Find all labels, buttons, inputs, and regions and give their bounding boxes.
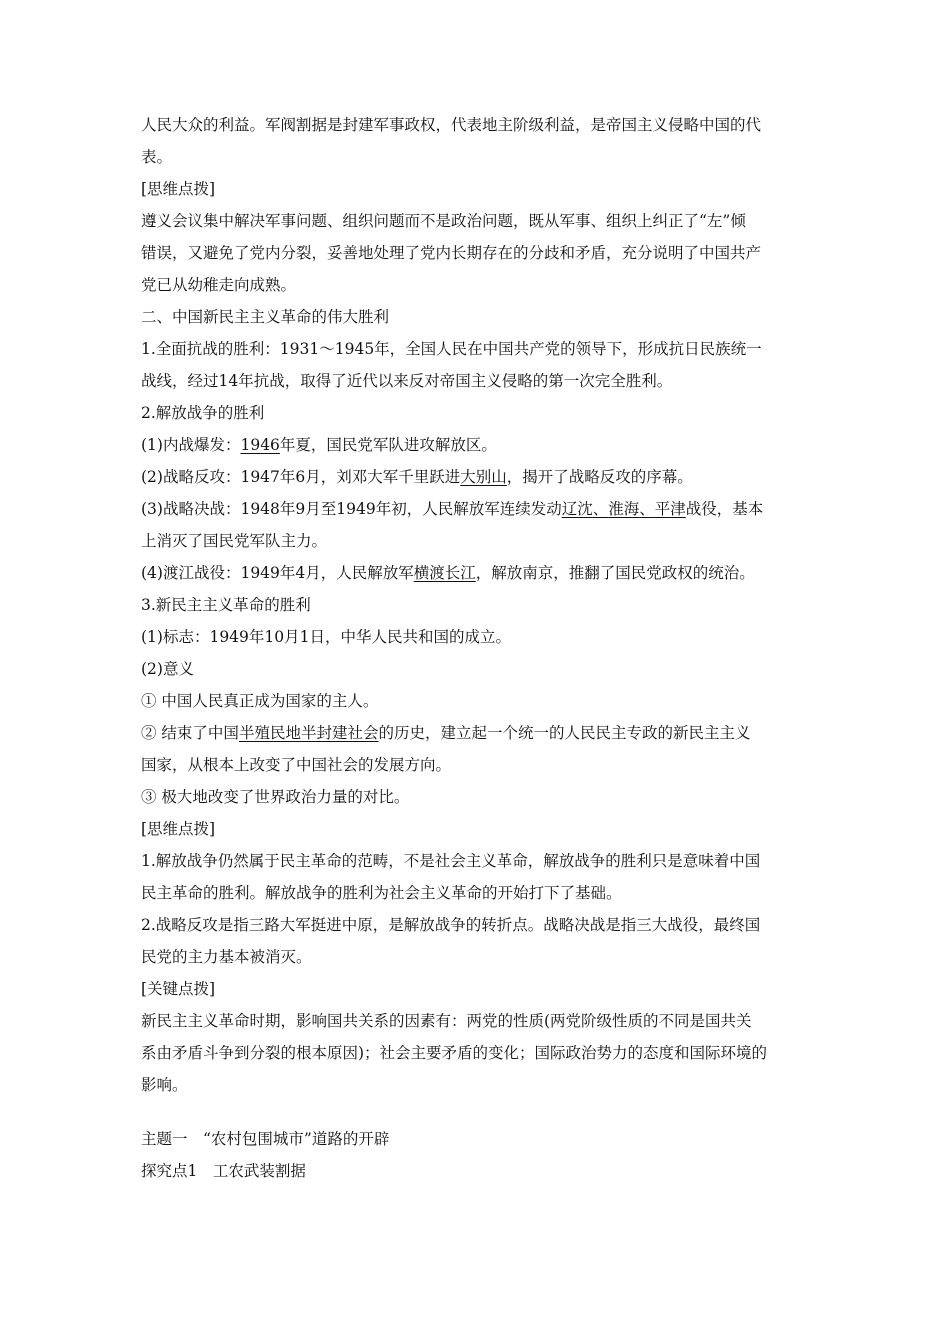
list-item: ① 中国人民真正成为国家的主人。 — [141, 692, 379, 710]
paragraph-line: 表。 — [141, 148, 173, 166]
underlined-term: 1946 — [240, 436, 280, 454]
text-span: (2)战略反攻：1947年6月，刘邓大军千里跃进 — [141, 468, 461, 486]
tip-heading: [思维点拨] — [141, 180, 216, 198]
list-item — [141, 563, 813, 595]
paragraph-line: 1.全面抗战的胜利：1931～1945年，全国人民在中国共产党的领导下，形成抗日民族统一 — [141, 340, 762, 358]
paragraph-line: 党已从幼稚走向成熟。 — [141, 276, 297, 294]
text-span: 年夏，国民党军队进攻解放区。 — [279, 436, 497, 454]
subsection-heading: 3.新民主主义革命的胜利 — [141, 596, 311, 614]
underlined-term: 淮海 — [608, 500, 640, 518]
underlined-term: 大别山 — [460, 468, 507, 486]
spacer — [141, 1107, 813, 1129]
paragraph-line: 遵义会议集中解决军事问题、组织问题而不是政治问题，既从军事、组织上纠正了“左”倾 — [141, 212, 746, 230]
text-span: 、 — [592, 500, 609, 518]
text-span: ，解放南京，推翻了国民党政权的统治。 — [475, 564, 755, 582]
text-span: (3)战略决战：1948年9月至1949年初，人民解放军连续发动 — [141, 500, 562, 518]
paragraph-line: 人民大众的利益。军阀割据是封建军事政权，代表地主阶级利益，是帝国主义侵略中国的代 — [141, 116, 762, 134]
underlined-term: 平津 — [654, 500, 686, 518]
paragraph-line: 1.解放战争仍然属于民主革命的范畴，不是社会主义革命，解放战争的胜利只是意味着中国 — [141, 852, 761, 870]
list-item — [141, 723, 813, 755]
underlined-term: 辽沈 — [561, 500, 593, 518]
paragraph-line: 上消灭了国民党军队主力。 — [141, 532, 328, 550]
text-span: 、 — [639, 500, 655, 518]
underlined-term: 半殖民地半封建社会 — [238, 724, 379, 742]
paragraph-line: 国家，从根本上改变了中国社会的发展方向。 — [141, 756, 452, 774]
list-item — [141, 467, 813, 499]
tip-heading: [关键点拨] — [141, 980, 216, 998]
tip-heading: [思维点拨] — [141, 820, 216, 838]
underlined-term: 横渡长江 — [413, 564, 476, 582]
subsection-heading: 2.解放战争的胜利 — [141, 404, 265, 422]
list-item — [141, 435, 813, 467]
text-span: 的历史，建立起一个统一的人民民主专政的新民主主义 — [378, 724, 751, 742]
paragraph-line: 战线，经过14年抗战，取得了近代以来反对帝国主义侵略的第一次完全胜利。 — [141, 372, 673, 390]
text-span: 战役，基本 — [685, 500, 764, 518]
paragraph-line: 2.战略反攻是指三路大军挺进中原，是解放战争的转折点。战略决战是指三大战役，最终国 — [141, 916, 761, 934]
paragraph-line: 影响。 — [141, 1076, 188, 1094]
text-span: (4)渡江战役：1949年4月，人民解放军 — [141, 564, 414, 582]
theme-heading: 主题一 “农村包围城市”道路的开辟 — [141, 1130, 390, 1148]
explore-heading: 探究点1 工农武装割据 — [141, 1162, 306, 1180]
list-item: (1)标志：1949年10月1日，中华人民共和国的成立。 — [141, 628, 511, 646]
list-item: ③ 极大地改变了世界政治力量的对比。 — [141, 788, 410, 806]
text-span: (1)内战爆发： — [141, 436, 241, 454]
paragraph-line: 民主革命的胜利。解放战争的胜利为社会主义革命的开始打下了基础。 — [141, 884, 622, 902]
list-item — [141, 499, 813, 531]
list-item: (2)意义 — [141, 660, 194, 678]
paragraph-line: 系由矛盾斗争到分裂的根本原因)；社会主要矛盾的变化；国际政治势力的态度和国际环境的 — [141, 1044, 768, 1062]
section-heading: 二、中国新民主主义革命的伟大胜利 — [141, 308, 390, 326]
text-span: ，揭开了战略反攻的序幕。 — [506, 468, 693, 486]
paragraph-line: 新民主主义革命时期，影响国共关系的因素有：两党的性质(两党阶级性质的不同是国共关 — [141, 1012, 752, 1030]
paragraph-line: 民党的主力基本被消灭。 — [141, 948, 312, 966]
paragraph-line: 错误，又避免了党内分裂，妥善地处理了党内长期存在的分歧和矛盾，充分说明了中国共产 — [141, 244, 762, 262]
text-span: ② 结束了中国 — [141, 724, 239, 742]
document-page — [141, 115, 813, 1193]
